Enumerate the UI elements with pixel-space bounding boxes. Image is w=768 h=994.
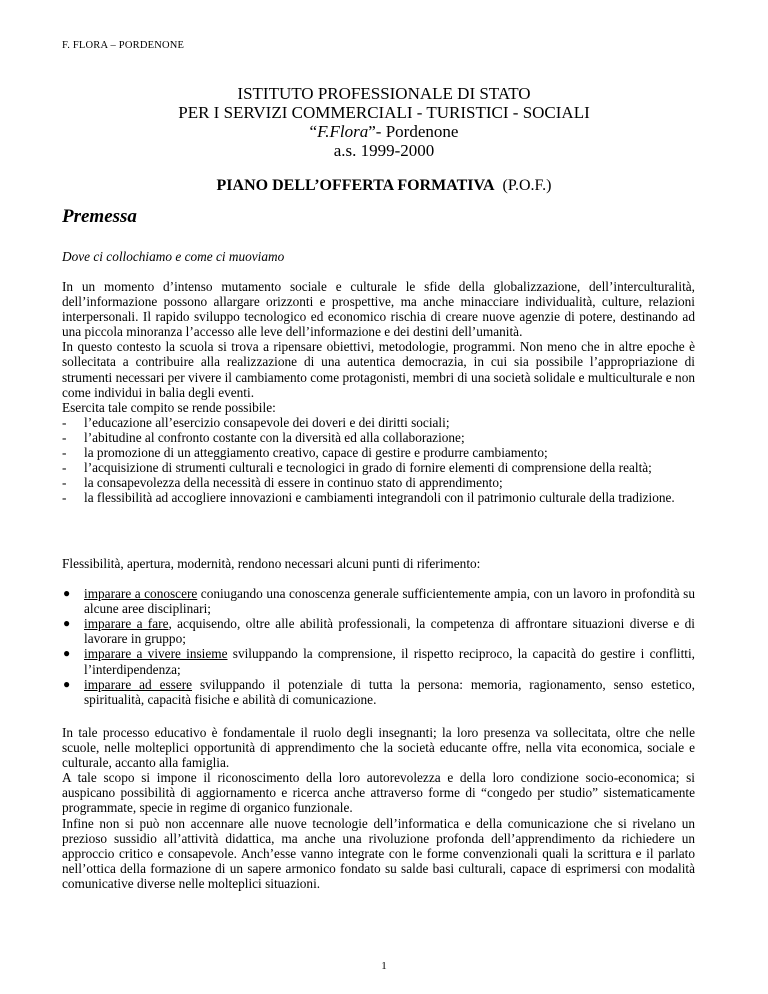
school-year: a.s. 1999-2000 — [333, 141, 435, 160]
dash-marker: - — [62, 490, 67, 506]
paragraph-7: Infine non si può non accennare alle nuove tecnologie dell’informatica e della comunicazione che si rivelano un prezioso sussidio all’attività didattica, ma anche una rivoluzione profonda dell’apprendimento da richiedere un approccio critico e consapevole. Anch’esse vanno integrate con le forme convenzionali quali la scrittura e il parlato nell’ottica della formazione di un sapere armonico fondato su salde basi culturali, capace di esprimersi con modalità comunicative diverse nelle molteplici situazioni. — [62, 815, 695, 891]
bullet-text: , acquisendo, oltre alle abilità professionali, la competenza di affrontare situazioni diverse e di lavorare in gruppo; — [84, 616, 695, 647]
bullet-keyphrase: imparare a conoscere — [84, 586, 198, 602]
reference-points-block — [62, 556, 695, 707]
dash-marker: - — [62, 445, 67, 461]
list-item — [62, 677, 695, 707]
bullet-marker: ● — [63, 586, 71, 601]
document-title — [0, 177, 768, 195]
bullet-marker: ● — [63, 616, 71, 631]
intro-block — [62, 279, 695, 505]
school-name: F.Flora — [317, 122, 369, 141]
bullet-keyphrase: imparare a vivere insieme — [84, 646, 228, 662]
pof-title: PIANO DELL’OFFERTA FORMATIVA — [216, 177, 495, 194]
list-item — [62, 415, 695, 430]
bullet-text: sviluppando la comprensione, il rispetto reciproco, la capacità do gestire i conflitti, l’interdipendenza; — [84, 646, 696, 677]
bullet-text: sviluppando il potenziale di tutta la persona: memoria, ragionamento, senso estetico, spiritualità, capacità fisiche e abilità di comunicazione. — [84, 676, 695, 707]
title-line-2: PER I SERVIZI COMMERCIALI - TURISTICI - SOCIALI — [178, 103, 590, 122]
school-title-block — [0, 84, 768, 160]
list-item-text: la flessibilità ad accogliere innovazioni e cambiamenti integrandoli con il patrimonio culturale della tradizione. — [84, 490, 675, 506]
running-header: F. FLORA – PORDENONE — [62, 40, 185, 51]
paragraph-3: Esercita tale compito se rende possibile: — [62, 399, 276, 415]
dash-marker: - — [62, 460, 67, 476]
list-item-text: la consapevolezza della necessità di essere in continuo stato di apprendimento; — [84, 475, 503, 491]
list-item-text: la promozione di un atteggiamento creativo, capace di gestire e produrre cambiamento; — [84, 445, 548, 461]
list-item — [62, 445, 695, 460]
dash-list — [62, 415, 695, 506]
teachers-block — [62, 725, 695, 891]
bullet-marker: ● — [63, 676, 71, 691]
list-item — [62, 616, 695, 646]
title-line-3 — [0, 122, 768, 141]
title-quote-open: “ — [309, 122, 318, 141]
paragraph-2: In questo contesto la scuola si trova a ripensare obiettivi, metodologie, programmi. Non meno che in altre epoche è sollecitata a contribuire alla realizzazione di una autentica democrazia, in cui sia possibile l’appropriazione di strumenti necessari per vivere il cambiamento come protagonisti, membri di una società solidale e multiculturale e non come individui in balia degli eventi. — [62, 339, 695, 400]
list-item — [62, 475, 695, 490]
list-item — [62, 586, 695, 616]
paragraph-6: A tale scopo si impone il riconoscimento della loro autorevolezza e della loro condizione socio-economica; si auspicano possibilità di aggiornamento e ricerca anche attraverso forme di “congedo per studio” sistematicamente programmate, specie in regime di organico funzionale. — [62, 770, 695, 816]
list-item — [62, 490, 695, 505]
bullet-keyphrase: imparare ad essere — [84, 676, 193, 692]
list-item — [62, 460, 695, 475]
list-item — [62, 646, 695, 676]
paragraph-1: In un momento d’intenso mutamento sociale e culturale le sfide della globalizzazione, dell’interculturalità, dell’informazione possono allargare orizzonti e prospettive, ma anche minacciare individualità, culture, relazioni interpersonali. Il rapido sviluppo tecnologico ed economico rischia di creare nuove agenzie di potere, destinando ad una piccola minoranza l’accesso alle leve dell’informazione e dei destini dell’umanità. — [62, 279, 695, 340]
paragraph-5: In tale processo educativo è fondamentale il ruolo degli insegnanti; la loro presenza va sollecitata, oltre che nelle scuole, nelle molteplici opportunità di apprendimento che la società educante offre, nella vita economica, sociale e culturale, accanto alla famiglia. — [62, 725, 695, 771]
bullet-text: coniugando una conoscenza generale sufficientemente ampia, con un lavoro in profondità su alcune aree disciplinari; — [84, 586, 695, 617]
list-item-text: l’acquisizione di strumenti culturali e tecnologici in grado di fornire elementi di comprensione della realtà; — [84, 460, 652, 476]
bullet-list — [62, 586, 695, 707]
bullet-marker: ● — [63, 646, 71, 661]
bullet-keyphrase: imparare a fare — [84, 616, 169, 632]
title-line-1: ISTITUTO PROFESSIONALE DI STATO — [237, 84, 531, 103]
title-city: ”- Pordenone — [368, 122, 459, 141]
dash-marker: - — [62, 475, 67, 491]
dash-marker: - — [62, 414, 67, 430]
subheading: Dove ci collochiamo e come ci muoviamo — [62, 249, 285, 264]
paragraph-4: Flessibilità, apertura, modernità, rendono necessari alcuni punti di riferimento: — [62, 556, 481, 571]
list-item-text: l’educazione all’esercizio consapevole dei doveri e dei diritti sociali; — [84, 414, 450, 430]
list-item — [62, 430, 695, 445]
pof-abbreviation: (P.O.F.) — [502, 177, 552, 194]
dash-marker: - — [62, 429, 67, 445]
page-number: 1 — [381, 960, 387, 972]
section-heading: Premessa — [62, 206, 137, 227]
list-item-text: l’abitudine al confronto costante con la diversità ed alla collaborazione; — [84, 429, 465, 445]
